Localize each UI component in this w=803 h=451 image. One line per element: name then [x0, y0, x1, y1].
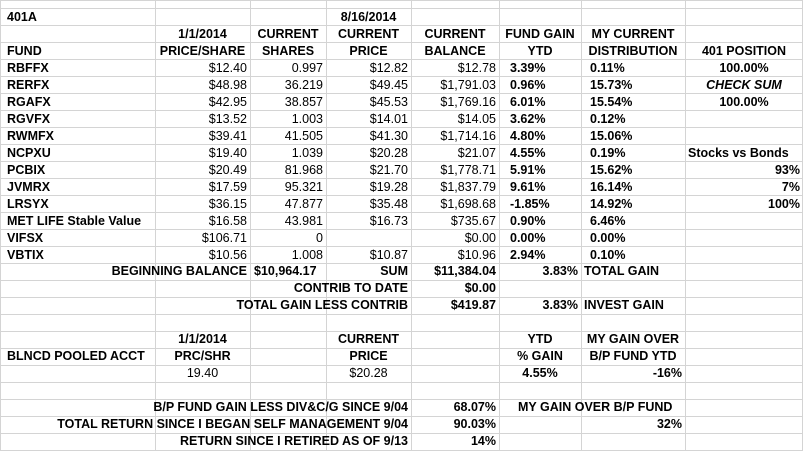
check-sum-label[interactable]: CHECK SUM [706, 78, 782, 92]
header-c-top[interactable]: CURRENT [257, 27, 319, 41]
cell-price-cur[interactable]: $10.87 [369, 248, 408, 262]
pooled-pct-gain[interactable]: 4.55% [522, 366, 558, 380]
cell-price-2014[interactable]: $16.58 [208, 214, 247, 228]
pooled-gain-over[interactable]: -16% [652, 366, 682, 380]
total-gain-pct[interactable]: 3.83% [542, 264, 578, 278]
cell-price-cur[interactable]: $49.45 [369, 78, 408, 92]
cell-distribution[interactable]: 0.10% [590, 248, 626, 262]
cell-distribution[interactable]: 14.92% [590, 197, 633, 211]
cell-gain-ytd[interactable]: 2.94% [510, 248, 546, 262]
cell-price-2014[interactable]: $10.56 [208, 248, 247, 262]
header-g-top[interactable]: MY CURRENT [591, 27, 675, 41]
cell-distribution[interactable]: 0.00% [590, 231, 626, 245]
beginning-balance-value[interactable]: $10,964.17 [254, 264, 317, 278]
cell-fund[interactable]: PCBIX [7, 163, 46, 177]
cell-fund[interactable]: RWMFX [7, 129, 54, 143]
cell-price-2014[interactable]: $13.52 [208, 112, 247, 126]
total-gain-less-contrib-value[interactable]: $419.87 [450, 298, 496, 312]
stocks-pct[interactable]: 93% [774, 163, 800, 177]
total-gain-less-contrib-label[interactable]: TOTAL GAIN LESS CONTRIB [236, 298, 408, 312]
total-gain-label[interactable]: TOTAL GAIN [584, 264, 659, 278]
cell-shares[interactable]: 41.505 [284, 129, 323, 143]
cell-price-2014[interactable]: $36.15 [208, 197, 247, 211]
header-d-bot[interactable]: PRICE [349, 44, 388, 58]
cell-shares[interactable]: 81.968 [284, 163, 323, 177]
cell-balance[interactable]: $1,837.79 [440, 180, 496, 194]
cell-gain-ytd[interactable]: 9.61% [510, 180, 546, 194]
cell-distribution[interactable]: 0.19% [590, 146, 626, 160]
header-g-bot[interactable]: DISTRIBUTION [588, 44, 678, 58]
header-e-top[interactable]: CURRENT [424, 27, 486, 41]
cell-distribution[interactable]: 0.11% [590, 61, 625, 75]
cell-price-2014[interactable]: $12.40 [208, 61, 247, 75]
cell-fund[interactable]: MET LIFE Stable Value [7, 214, 142, 228]
cell-gain-ytd[interactable]: 6.01% [510, 95, 546, 109]
header-d-mid[interactable]: CURRENT [337, 27, 400, 41]
header-h-bot[interactable]: 401 POSITION [701, 44, 787, 58]
header-d-top[interactable]: 8/16/2014 [340, 10, 397, 24]
cell-shares[interactable]: 47.877 [284, 197, 323, 211]
cell-shares[interactable]: 43.981 [284, 214, 323, 228]
cell-gain-ytd[interactable]: 0.00% [510, 231, 546, 245]
header-f-top[interactable]: FUND GAIN [505, 27, 575, 41]
pooled-prc-shr-label[interactable]: PRC/SHR [174, 349, 231, 363]
cell-distribution[interactable]: 16.14% [590, 180, 633, 194]
cell-fund[interactable]: JVMRX [7, 180, 51, 194]
cell-price-cur[interactable]: $41.30 [369, 129, 408, 143]
cell-distribution[interactable]: 6.46% [590, 214, 626, 228]
cell-price-cur[interactable]: $12.82 [369, 61, 408, 75]
header-b-bot[interactable]: PRICE/SHARE [159, 44, 246, 58]
my-gain-over-bp-value[interactable]: 32% [656, 417, 682, 431]
cell-gain-ytd[interactable]: 5.91% [510, 163, 546, 177]
cell-price-cur[interactable]: $20.28 [369, 146, 408, 160]
stocks-vs-bonds-label[interactable]: Stocks vs Bonds [688, 146, 789, 160]
cell-fund[interactable]: NCPXU [7, 146, 51, 160]
cell-price-cur[interactable]: $19.28 [369, 180, 408, 194]
cell-price-cur[interactable]: $45.53 [369, 95, 408, 109]
beginning-balance-label[interactable]: BEGINNING BALANCE [111, 264, 247, 278]
header-e-bot[interactable]: BALANCE [424, 44, 486, 58]
cell-shares[interactable]: 1.039 [291, 146, 323, 160]
cell-distribution[interactable]: 0.12% [590, 112, 626, 126]
cell-price-2014[interactable]: $106.71 [201, 231, 247, 245]
cell-price-cur[interactable]: $21.70 [369, 163, 408, 177]
pooled-bp-fund-ytd-label[interactable]: B/P FUND YTD [589, 349, 677, 363]
cell-distribution[interactable]: 15.06% [590, 129, 633, 143]
invest-gain-label[interactable]: INVEST GAIN [584, 298, 664, 312]
cell-shares[interactable]: 0.997 [291, 61, 323, 75]
pooled-price-cur[interactable]: $20.28 [349, 366, 388, 380]
cell-gain-ytd[interactable]: 0.90% [510, 214, 546, 228]
bonds-pct[interactable]: 7% [781, 180, 800, 194]
invest-gain-pct[interactable]: 3.83% [542, 298, 578, 312]
cell-fund[interactable]: VBTIX [7, 248, 44, 262]
my-gain-over-bp-label[interactable]: MY GAIN OVER B/P FUND [518, 400, 673, 414]
pooled-price-label[interactable]: PRICE [349, 349, 388, 363]
cell-distribution[interactable]: 15.62% [590, 163, 633, 177]
cell-gain-ytd[interactable]: 4.55% [510, 146, 546, 160]
pooled-ytd-label[interactable]: YTD [527, 332, 553, 346]
header-f-bot[interactable]: YTD [527, 44, 553, 58]
header-c-bot[interactable]: SHARES [261, 44, 315, 58]
header-b-top[interactable]: 1/1/2014 [178, 27, 227, 41]
check-sum-value[interactable]: 100.00% [719, 95, 769, 109]
cell-balance[interactable]: $10.96 [457, 248, 496, 262]
cell-price-2014[interactable]: $20.49 [208, 163, 247, 177]
pooled-pct-gain-label[interactable]: % GAIN [517, 349, 563, 363]
cell-fund[interactable]: RGVFX [7, 112, 51, 126]
cell-price-2014[interactable]: $48.98 [208, 78, 247, 92]
cell-shares[interactable]: 36.219 [284, 78, 323, 92]
pooled-acct-label[interactable]: BLNCD POOLED ACCT [7, 349, 145, 363]
cell-distribution[interactable]: 15.73% [590, 78, 633, 92]
cell-price-2014[interactable]: $19.40 [208, 146, 247, 160]
cell-balance[interactable]: $1,714.16 [440, 129, 496, 143]
cell-gain-ytd[interactable]: 0.96% [510, 78, 546, 92]
cell-shares[interactable]: 1.003 [291, 112, 323, 126]
cell-price-cur[interactable]: $16.73 [369, 214, 408, 228]
cell-balance[interactable]: $1,769.16 [440, 95, 496, 109]
pooled-my-gain-over-label[interactable]: MY GAIN OVER [586, 332, 680, 346]
total-return-label[interactable]: TOTAL RETURN SINCE I BEGAN SELF MANAGEMENT 9/04 [57, 417, 408, 431]
sum-value[interactable]: $11,384.04 [434, 264, 496, 278]
cell-fund[interactable]: VIFSX [7, 231, 44, 245]
retired-label[interactable]: RETURN SINCE I RETIRED AS OF 9/13 [179, 434, 408, 448]
contrib-value[interactable]: $0.00 [464, 281, 496, 295]
sum-label[interactable]: SUM [380, 264, 408, 278]
retired-value[interactable]: 14% [470, 434, 496, 448]
cell-gain-ytd[interactable]: 3.62% [510, 112, 546, 126]
cell-fund[interactable]: RERFX [7, 78, 50, 92]
cell-price-cur[interactable]: $35.48 [369, 197, 408, 211]
cell-balance[interactable]: $12.78 [457, 61, 496, 75]
cell-shares[interactable]: 95.321 [284, 180, 323, 194]
cell-balance[interactable]: $21.07 [457, 146, 496, 160]
cell-shares[interactable]: 38.857 [284, 95, 323, 109]
cell-balance[interactable]: $1,698.68 [440, 197, 496, 211]
cell-balance[interactable]: $1,791.03 [440, 78, 496, 92]
bp-fund-gain-label[interactable]: B/P FUND GAIN LESS DIV&C/G SINCE 9/04 [153, 400, 408, 414]
cell-price-cur[interactable]: $14.01 [369, 112, 408, 126]
cell-gain-ytd[interactable]: -1.85% [510, 197, 550, 211]
contrib-label[interactable]: CONTRIB TO DATE [293, 281, 408, 295]
header-fund[interactable]: FUND [7, 44, 42, 58]
bp-fund-gain-value[interactable]: 68.07% [453, 400, 496, 414]
cell-shares[interactable]: 1.008 [291, 248, 323, 262]
cell-price-2014[interactable]: $17.59 [208, 180, 247, 194]
cell-price-2014[interactable]: $39.41 [208, 129, 247, 143]
sheet-title[interactable]: 401A [7, 10, 37, 24]
cell-gain-ytd[interactable]: 4.80% [510, 129, 546, 143]
cell-distribution[interactable]: 15.54% [590, 95, 633, 109]
cell-price-cur[interactable] [326, 230, 411, 247]
cell-fund[interactable]: RGAFX [7, 95, 51, 109]
cell-price-2014[interactable]: $42.95 [208, 95, 247, 109]
cell-fund[interactable]: RBFFX [7, 61, 49, 75]
cell-balance[interactable]: $0.00 [464, 231, 496, 245]
cell-gain-ytd[interactable]: 3.39% [510, 61, 546, 75]
pooled-price-2014[interactable]: 19.40 [186, 366, 219, 380]
cell-balance[interactable]: $735.67 [450, 214, 496, 228]
total-pct[interactable]: 100% [768, 197, 800, 211]
position-pct[interactable]: 100.00% [719, 61, 769, 75]
cell-balance[interactable]: $14.05 [457, 112, 496, 126]
cell-fund[interactable]: LRSYX [7, 197, 49, 211]
cell-shares[interactable]: 0 [316, 231, 323, 245]
pooled-current-label[interactable]: CURRENT [337, 332, 400, 346]
total-return-value[interactable]: 90.03% [453, 417, 496, 431]
cell-balance[interactable]: $1,778.71 [440, 163, 496, 177]
pooled-date-label[interactable]: 1/1/2014 [178, 332, 227, 346]
